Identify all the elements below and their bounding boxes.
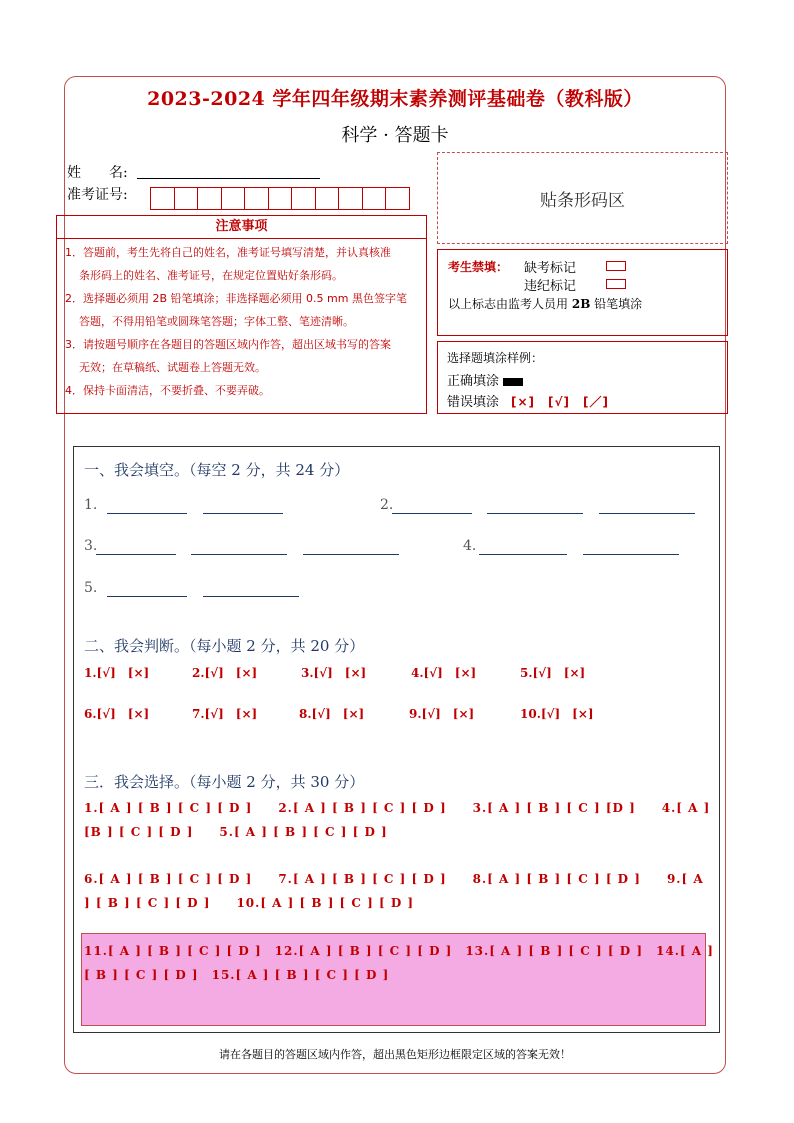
judge-true[interactable]: [√] xyxy=(311,707,331,721)
ban-note-bold: 2B xyxy=(571,297,591,311)
judge-true[interactable]: [√] xyxy=(540,707,561,721)
sample-correct-label: 正确填涂 xyxy=(447,374,500,389)
judge-item[interactable] xyxy=(84,664,149,681)
notice-item xyxy=(57,241,426,287)
notice-item-line: 4．保持卡面清洁，不要折叠、不要弄破。 xyxy=(65,384,270,397)
section-judge-title: 二、我会判断。（每小题 2 分，共 20 分） xyxy=(84,637,365,655)
fill-blank[interactable] xyxy=(487,513,583,514)
ban-note-post: 铅笔填涂 xyxy=(594,297,643,311)
judge-false[interactable]: [×] xyxy=(235,666,258,680)
judge-false[interactable]: [×] xyxy=(235,707,258,721)
exam-no-box[interactable] xyxy=(244,187,269,210)
notice-item-cont: 条形码上的姓名、准考证号，在规定位置贴好条形码。 xyxy=(79,269,343,282)
ban-label: 考生禁填： xyxy=(448,260,509,274)
exam-no-boxes[interactable] xyxy=(151,187,410,210)
judge-num: 8. xyxy=(299,707,312,721)
fill-blank[interactable] xyxy=(599,513,695,514)
fill-blank[interactable] xyxy=(107,513,187,514)
name-field[interactable] xyxy=(137,178,320,179)
judge-item[interactable] xyxy=(299,705,364,722)
fill-blank[interactable] xyxy=(191,554,287,555)
choice-row[interactable]: 11.[ A ] [ B ] [ C ] [ D ] 12.[ A ] [ B ] [ C ] [ D ] 13.[ A ] [ B ] [ C ] [ D ] 14.[ A ] [ B ] [ C ] [ D ] 15.[ A ] [ B ] [ C ] [ D ] xyxy=(84,944,714,982)
fill-blank[interactable] xyxy=(479,554,567,555)
absent-label: 缺考标记 xyxy=(524,261,577,276)
fill-blank[interactable] xyxy=(203,513,283,514)
notice-item-line: 2．选择题必须用 2B 铅笔填涂；非选择题必须用 0.5 mm 黑色签字笔 xyxy=(65,292,407,305)
fill-blank[interactable] xyxy=(392,513,472,514)
ban-note-pre: 以上标志由监考人员用 xyxy=(448,297,569,311)
judge-true[interactable]: [√] xyxy=(421,707,441,721)
absent-mark-box[interactable] xyxy=(606,261,626,271)
judge-true[interactable]: [√] xyxy=(313,666,333,680)
judge-false[interactable]: [×] xyxy=(563,666,586,680)
fill-label-4: 4. xyxy=(463,538,477,554)
notice-item xyxy=(57,287,426,333)
violation-mark-box[interactable] xyxy=(606,279,626,289)
judge-num: 3. xyxy=(301,666,314,680)
sample-wrong-marks: [×] [√] [／] xyxy=(511,395,609,409)
notice-box xyxy=(56,215,427,414)
judge-true[interactable]: [√] xyxy=(204,666,224,680)
page-title: 2023-2024 学年四年级期末素养测评基础卷（教科版） xyxy=(147,88,643,110)
notice-item-line: 1．答题前，考生先将自己的姓名，准考证号填写清楚，并认真核准 xyxy=(65,246,391,259)
name-label: 姓 名: xyxy=(67,165,128,181)
exam-no-row xyxy=(67,184,128,204)
judge-false[interactable]: [×] xyxy=(454,666,477,680)
exam-no-box[interactable] xyxy=(197,187,222,210)
exam-no-box[interactable] xyxy=(268,187,293,210)
fill-label-2: 2. xyxy=(380,497,394,513)
sample-wrong-label: 错误填涂 xyxy=(447,395,500,410)
judge-num: 4. xyxy=(411,666,424,680)
judge-true[interactable]: [√] xyxy=(96,666,116,680)
judge-true[interactable]: [√] xyxy=(204,707,224,721)
exam-no-box[interactable] xyxy=(385,187,410,210)
judge-false[interactable]: [×] xyxy=(127,666,150,680)
fill-blank[interactable] xyxy=(583,554,679,555)
barcode-label: 贴条形码区 xyxy=(540,190,625,211)
barcode-area xyxy=(437,152,728,244)
violation-label: 违纪标记 xyxy=(524,279,577,294)
exam-no-box[interactable] xyxy=(362,187,387,210)
judge-item[interactable] xyxy=(520,705,594,722)
judge-item[interactable] xyxy=(301,664,366,681)
sample-correct xyxy=(447,370,523,389)
judge-false[interactable]: [×] xyxy=(127,707,150,721)
judge-item[interactable] xyxy=(192,705,257,722)
sample-box xyxy=(437,341,728,414)
choice-row[interactable]: 1.[ A ] [ B ] [ C ] [ D ] 2.[ A ] [ B ] [ C ] [ D ] 3.[ A ] [ B ] [ C ] [D ] 4.[ A ] [B ] [ C ] [ D ] 5.[ A ] [ B ] [ C ] [ D ] xyxy=(84,801,711,839)
sample-title: 选择题填涂样例： xyxy=(447,351,544,365)
exam-no-box[interactable] xyxy=(338,187,363,210)
judge-num: 10. xyxy=(520,707,541,721)
filled-mark-icon xyxy=(503,378,523,386)
fill-blank[interactable] xyxy=(303,554,399,555)
judge-num: 5. xyxy=(520,666,533,680)
judge-num: 1. xyxy=(84,666,97,680)
notice-heading: 注意事项 xyxy=(57,216,426,239)
fill-blank[interactable] xyxy=(203,596,299,597)
notice-item-line: 3．请按题号顺序在各题目的答题区域内作答，超出区域书写的答案 xyxy=(65,338,391,351)
judge-false[interactable]: [×] xyxy=(344,666,367,680)
notice-item-cont: 答题，不得用铅笔或圆珠笔答题；字体工整、笔迹清晰。 xyxy=(79,315,354,328)
section-choice-title: 三．我会选择。（每小题 2 分，共 30 分） xyxy=(84,773,365,791)
judge-item[interactable] xyxy=(84,705,149,722)
page-subtitle: 科学 · 答题卡 xyxy=(341,125,449,146)
judge-num: 9. xyxy=(409,707,422,721)
fill-label-5: 5. xyxy=(84,580,98,596)
notice-item xyxy=(57,333,426,379)
footer-note: 请在各题目的答题区域内作答，超出黑色矩形边框限定区域的答案无效！ xyxy=(219,1048,571,1061)
judge-item[interactable] xyxy=(411,664,476,681)
sample-wrong xyxy=(447,391,609,410)
exam-no-box[interactable] xyxy=(174,187,199,210)
exam-no-box[interactable] xyxy=(221,187,246,210)
exam-no-box[interactable] xyxy=(150,187,175,210)
examiner-only-box xyxy=(437,249,728,336)
judge-item[interactable] xyxy=(192,664,257,681)
fill-blank[interactable] xyxy=(96,554,176,555)
judge-item[interactable] xyxy=(520,664,585,681)
judge-false[interactable]: [×] xyxy=(572,707,594,721)
judge-num: 7. xyxy=(192,707,205,721)
fill-label-3: 3. xyxy=(84,538,98,554)
notice-item-cont: 无效；在草稿纸、试题卷上答题无效。 xyxy=(79,361,266,374)
ban-note xyxy=(448,295,642,312)
name-row xyxy=(67,162,135,182)
exam-no-box[interactable] xyxy=(291,187,316,210)
section-fill-title: 一、我会填空。（每空 2 分，共 24 分） xyxy=(84,461,350,479)
judge-num: 2. xyxy=(192,666,205,680)
exam-no-box[interactable] xyxy=(315,187,340,210)
judge-true[interactable]: [√] xyxy=(96,707,116,721)
fill-blank[interactable] xyxy=(107,596,187,597)
judge-num: 6. xyxy=(84,707,97,721)
judge-true[interactable]: [√] xyxy=(423,666,443,680)
exam-no-label: 准考证号: xyxy=(67,187,128,203)
choice-row[interactable]: 6.[ A ] [ B ] [ C ] [ D ] 7.[ A ] [ B ] [ C ] [ D ] 8.[ A ] [ B ] [ C ] [ D ] 9.[ A ] [ B ] [ C ] [ D ] 10.[ A ] [ B ] [ C ] [ D ] xyxy=(84,872,704,910)
fill-label-1: 1. xyxy=(84,497,98,513)
judge-false[interactable]: [×] xyxy=(452,707,475,721)
judge-item[interactable] xyxy=(409,705,474,722)
notice-item xyxy=(57,379,426,402)
judge-false[interactable]: [×] xyxy=(342,707,365,721)
judge-true[interactable]: [√] xyxy=(532,666,552,680)
